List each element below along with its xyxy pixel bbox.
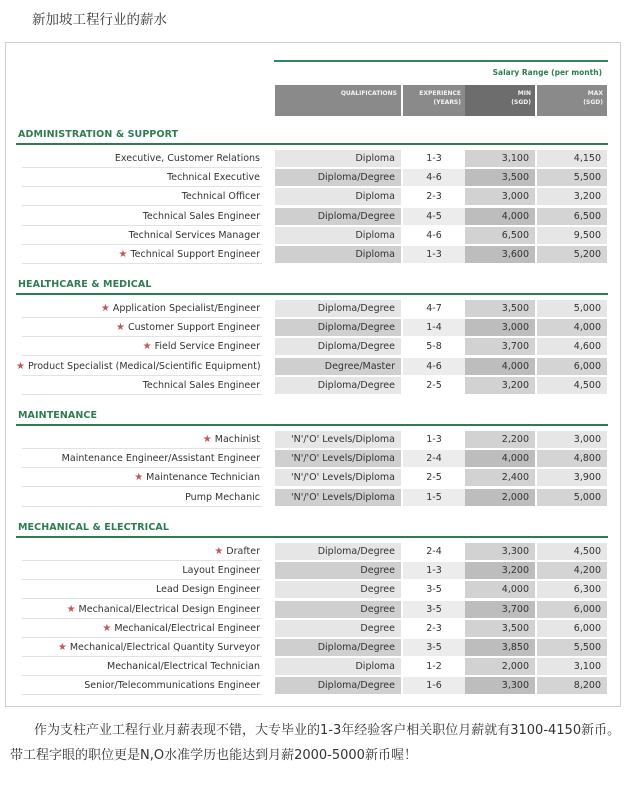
job-title-text: Mechanical/Electrical Quantity Surveyor (69, 642, 260, 653)
job-title (16, 226, 260, 245)
min-salary-cell: 4,000 (465, 358, 535, 375)
min-salary-cell: 3,500 (465, 620, 535, 637)
job-title-text: Technical Services Manager (128, 229, 260, 241)
qualification-cell: Diploma (275, 658, 401, 675)
table-row (16, 488, 608, 507)
max-salary-cell: 5,000 (537, 300, 607, 317)
star-icon: ★ (102, 622, 112, 634)
experience-cell: 5-8 (426, 341, 442, 353)
experience-cell: 4-6 (403, 358, 465, 375)
star-icon: ★ (66, 603, 76, 615)
job-title (16, 542, 260, 561)
job-title (16, 580, 260, 599)
table-row (16, 149, 608, 168)
min-salary-cell: 3,700 (465, 601, 535, 618)
experience-cell: 1-3 (426, 434, 442, 445)
experience-cell: 2-3 (426, 191, 442, 203)
experience-cell: 4-5 (403, 208, 465, 225)
table-row (16, 468, 608, 487)
min-salary-cell: 4,000 (465, 581, 535, 598)
header-experience: EXPERIENCE (YEARS) (403, 85, 465, 116)
experience-cell: 2-4 (403, 450, 465, 467)
header-qualifications: QUALIFICATIONS (275, 85, 401, 116)
min-salary-cell: 3,300 (465, 543, 535, 560)
experience-cell: 1-3 (403, 246, 465, 263)
max-salary-cell: 9,500 (537, 227, 607, 244)
table-row (16, 376, 608, 395)
experience-cell: 2-5 (426, 379, 442, 391)
table-row (16, 299, 608, 318)
max-salary-cell: 5,200 (537, 246, 607, 263)
job-title-text: Pump Mechanic (185, 491, 260, 503)
table-row (16, 337, 608, 356)
section-title: MAINTENANCE (18, 410, 98, 421)
job-title-text: Executive, Customer Relations (114, 153, 260, 164)
star-icon: ★ (134, 472, 144, 484)
max-salary-cell: 6,300 (537, 581, 607, 598)
row-divider (22, 394, 262, 395)
qualification-cell: Degree (275, 562, 401, 579)
table-row (16, 245, 608, 264)
job-title (16, 600, 260, 619)
qualification-cell: Diploma/Degree (275, 208, 401, 225)
star-icon: ★ (16, 360, 25, 372)
min-salary-cell: 2,000 (465, 658, 535, 675)
section-rule (16, 143, 608, 145)
job-title (16, 561, 260, 580)
job-title-text: Technical Executive (167, 172, 260, 184)
qualification-cell: 'N'/'O' Levels/Diploma (275, 450, 401, 467)
min-salary-cell: 3,500 (465, 300, 535, 317)
qualification-cell: Degree (275, 581, 401, 598)
min-salary-cell: 3,100 (465, 150, 535, 167)
job-title (16, 638, 260, 657)
table-row (16, 657, 608, 676)
job-title (16, 337, 260, 356)
experience-cell: 4-6 (426, 229, 442, 241)
max-salary-cell: 6,000 (537, 358, 607, 375)
section-rule (16, 424, 608, 426)
star-icon: ★ (118, 249, 128, 260)
job-title (16, 376, 260, 395)
experience-cell: 1-3 (426, 153, 442, 164)
star-icon: ★ (57, 642, 67, 653)
min-salary-cell: 3,500 (465, 169, 535, 186)
table-row (16, 542, 608, 561)
job-title (16, 468, 260, 487)
job-title (16, 187, 260, 206)
max-salary-cell: 5,000 (537, 489, 607, 506)
qualification-cell: 'N'/'O' Levels/Diploma (275, 431, 401, 448)
experience-cell: 1-3 (403, 562, 465, 579)
table-row (16, 226, 608, 245)
job-title (16, 168, 260, 187)
qualification-cell: Degree/Master (275, 358, 401, 375)
experience-cell: 1-5 (403, 489, 465, 506)
max-salary-cell: 3,100 (537, 658, 607, 675)
qualification-cell: Diploma/Degree (275, 639, 401, 656)
qualification-cell: 'N'/'O' Levels/Diploma (275, 489, 401, 506)
job-title-text: Technical Sales Engineer (142, 379, 260, 391)
max-salary-cell: 4,200 (537, 562, 607, 579)
job-title (16, 207, 260, 226)
max-salary-cell: 3,900 (537, 469, 607, 486)
job-title-text: Senior/Telecommunications Engineer (84, 680, 260, 692)
qualification-cell: Degree (275, 601, 401, 618)
max-salary-cell: 6,000 (537, 620, 607, 637)
max-salary-cell: 8,200 (537, 677, 607, 694)
job-title-text: Lead Design Engineer (156, 584, 260, 596)
table-row (16, 638, 608, 657)
min-salary-cell: 3,200 (465, 377, 535, 394)
table-row (16, 187, 608, 206)
job-title-text: Technical Support Engineer (130, 249, 260, 260)
qualification-cell: Diploma/Degree (275, 543, 401, 560)
job-title (16, 318, 260, 337)
section-title: ADMINISTRATION & SUPPORT (18, 129, 179, 140)
job-title-text: Layout Engineer (182, 565, 260, 577)
experience-cell: 3-5 (426, 584, 442, 596)
min-salary-cell: 3,200 (465, 562, 535, 579)
qualification-cell: Diploma/Degree (275, 169, 401, 186)
job-title (16, 449, 260, 468)
table-row (16, 449, 608, 468)
job-title (16, 430, 260, 449)
max-salary-cell: 6,500 (537, 208, 607, 225)
row-divider (22, 694, 262, 695)
min-salary-cell: 2,000 (465, 489, 535, 506)
min-salary-cell: 3,600 (465, 246, 535, 263)
min-salary-cell: 3,000 (465, 188, 535, 205)
experience-cell: 2-4 (426, 546, 442, 557)
table-row (16, 561, 608, 580)
star-icon: ★ (100, 303, 110, 314)
job-title-text: Machinist (214, 434, 260, 445)
header-max: MAX (SGD) (537, 85, 607, 116)
job-title (16, 299, 260, 318)
star-icon: ★ (142, 341, 152, 353)
experience-cell: 4-6 (403, 169, 465, 186)
table-row (16, 600, 608, 619)
table-row (16, 207, 608, 226)
section-title: HEALTHCARE & MEDICAL (18, 279, 152, 290)
table-row (16, 168, 608, 187)
caption-paragraph: 作为支柱产业工程行业月薪表现不错，大专毕业的1-3年经验客户相关职位月薪就有3100-4150新币。带工程字眼的职位更是N,O水准学历也能达到月薪2000-5000新币喔！ (10, 723, 621, 763)
max-salary-cell: 4,600 (537, 338, 607, 355)
max-salary-cell: 3,000 (537, 431, 607, 448)
qualification-cell: Diploma/Degree (275, 338, 401, 355)
section-rule (16, 536, 608, 538)
table-row (16, 357, 608, 376)
job-title-text: Technical Officer (181, 191, 260, 203)
min-salary-cell: 3,000 (465, 319, 535, 336)
qualification-cell: Diploma/Degree (275, 300, 401, 317)
qualification-cell: Diploma (275, 150, 401, 167)
max-salary-cell: 4,000 (537, 319, 607, 336)
max-salary-cell: 5,500 (537, 169, 607, 186)
qualification-cell: Diploma/Degree (275, 677, 401, 694)
min-salary-cell: 3,850 (465, 639, 535, 656)
max-salary-cell: 4,500 (537, 377, 607, 394)
header-min: MIN (SGD) (465, 85, 535, 116)
star-icon: ★ (115, 322, 125, 334)
experience-cell: 1-6 (403, 677, 465, 694)
job-title-text: Drafter (226, 546, 260, 557)
min-salary-cell: 4,000 (465, 208, 535, 225)
job-title-text: Field Service Engineer (154, 341, 260, 353)
row-divider (22, 263, 262, 264)
star-icon: ★ (202, 434, 212, 445)
job-title-text: Application Specialist/Engineer (112, 303, 260, 314)
page-title: 新加坡工程行业的薪水 (32, 12, 167, 28)
job-title-text: Mechanical/Electrical Design Engineer (78, 603, 260, 615)
table-row (16, 580, 608, 599)
qualification-cell: Diploma (275, 188, 401, 205)
job-title (16, 245, 260, 264)
header-top-rule (274, 60, 608, 62)
job-title (16, 657, 260, 676)
max-salary-cell: 4,500 (537, 543, 607, 560)
qualification-cell: Diploma/Degree (275, 377, 401, 394)
section-title: MECHANICAL & ELECTRICAL (18, 522, 169, 533)
table-row (16, 430, 608, 449)
min-salary-cell: 6,500 (465, 227, 535, 244)
min-salary-cell: 3,700 (465, 338, 535, 355)
job-title-text: Mechanical/Electrical Technician (107, 661, 260, 673)
min-salary-cell: 2,400 (465, 469, 535, 486)
job-title-text: Product Specialist (Medical/Scientific Equipment) (27, 360, 261, 372)
job-title-text: Maintenance Technician (146, 472, 260, 484)
qualification-cell: Degree (275, 620, 401, 637)
min-salary-cell: 4,000 (465, 450, 535, 467)
qualification-cell: Diploma/Degree (275, 319, 401, 336)
row-divider (22, 506, 262, 507)
qualification-cell: 'N'/'O' Levels/Diploma (275, 469, 401, 486)
job-title-text: Mechanical/Electrical Engineer (114, 622, 260, 634)
max-salary-cell: 5,500 (537, 639, 607, 656)
experience-cell: 2-5 (426, 472, 442, 484)
table-row (16, 619, 608, 638)
experience-cell: 3-5 (403, 639, 465, 656)
job-title (16, 357, 260, 376)
experience-cell: 1-4 (403, 319, 465, 336)
job-title (16, 619, 260, 638)
min-salary-cell: 3,300 (465, 677, 535, 694)
experience-cell: 1-2 (426, 661, 442, 673)
job-title (16, 676, 260, 695)
max-salary-cell: 4,150 (537, 150, 607, 167)
salary-range-label: Salary Range (per month) (492, 68, 602, 77)
star-icon: ★ (214, 546, 224, 557)
table-row (16, 318, 608, 337)
experience-cell: 2-3 (426, 622, 442, 634)
section-rule (16, 293, 608, 295)
max-salary-cell: 4,800 (537, 450, 607, 467)
job-title (16, 488, 260, 507)
max-salary-cell: 3,200 (537, 188, 607, 205)
job-title-text: Technical Sales Engineer (142, 210, 260, 222)
min-salary-cell: 2,200 (465, 431, 535, 448)
experience-cell: 3-5 (403, 601, 465, 618)
table-row (16, 676, 608, 695)
experience-cell: 4-7 (426, 303, 442, 314)
qualification-cell: Diploma (275, 227, 401, 244)
job-title-text: Customer Support Engineer (127, 322, 260, 334)
max-salary-cell: 6,000 (537, 601, 607, 618)
job-title (16, 149, 260, 168)
job-title-text: Maintenance Engineer/Assistant Engineer (61, 453, 260, 465)
qualification-cell: Diploma (275, 246, 401, 263)
